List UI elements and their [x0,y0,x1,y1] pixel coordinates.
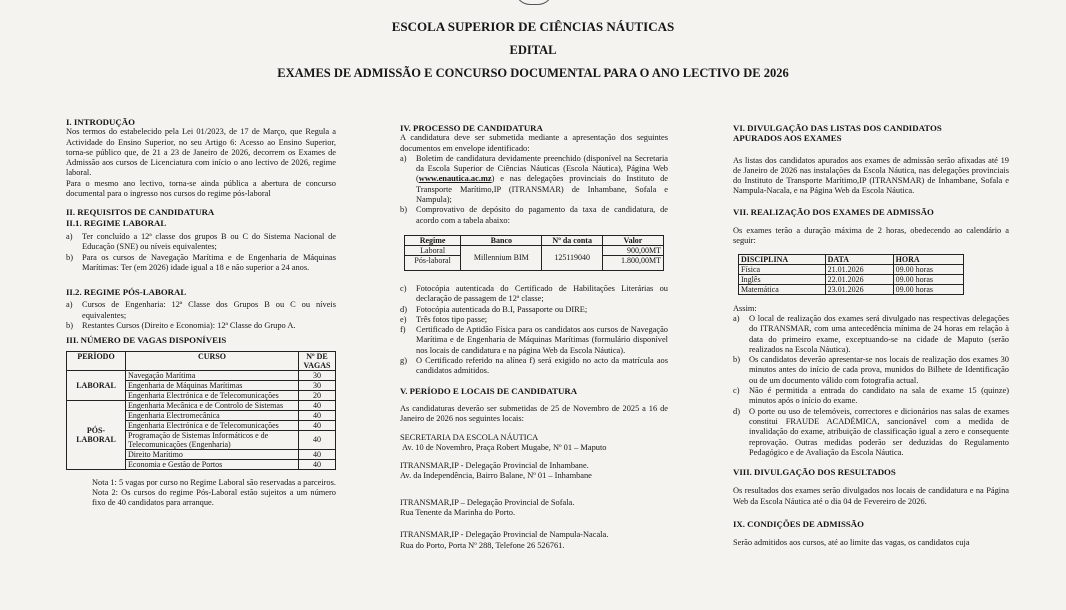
section-3-title: III. NÚMERO DE VAGAS DISPONÍVEIS [66,335,227,346]
list-item: e) Três fotos tipo passe; [400,314,488,324]
school-name: ESCOLA SUPERIOR DE CIÊNCIAS NÁUTICAS [391,19,675,34]
intro-paragraph: Nos termos do estabelecido pela Lei 01/2023, de 17 de Março, que Regula a Actividade do Ensino Superior, no seu Artigo 6: Acesso ao Ensino Superior, torna-se público que, de 21 a 23 de Janeiro de 2026, decorrem os Exames de Admissão aos cursos de Licenciatura com início o ano lectivo de 2026, regime laboral. [66,127,336,178]
table-row: Engenharia de Máquinas Marítimas 30 [67,380,336,390]
document-type: EDITAL [509,43,557,57]
location-inhambane: ITRANSMAR,IP - Delegação Provincial de Inhambane. Av. da Independência, Bairro Balane, Nº 01 – Inhambane [400,461,592,481]
list-item: a) O local de realização dos exames será divulgado nas respectivas delegações do ITRANSMAR, com uma antecedência mínima de 24 horas em relação à data do primeiro exame, exceptuando-se na cidade de Maputo (serão realizados na Escola Náutica). [733,313,1009,354]
table-row: Direito Marítimo 40 [67,449,336,459]
subsection-2-2-title: II.2. REGIME PÓS-LABORAL [66,287,187,298]
website-link[interactable]: www.enautica.ac.mz [418,174,492,184]
subsection-2-1-title: II.1. REGIME LABORAL [66,217,167,228]
bank-name: Millennium BIM [461,245,542,270]
section-7-title: VII. REALIZAÇÃO DOS EXAMES DE ADMISSÃO [733,206,934,217]
postlabor-requirements-list [66,300,336,331]
section-8-title: VIII. DIVULGAÇÃO DOS RESULTADOS [733,467,896,478]
crest-emblem [515,0,553,5]
period-intro: As candidaturas deverão ser submetidas de 25 de Novembro de 2025 a 16 de Janeiro de 2026 nos seguintes locais: [400,403,668,424]
admission-paragraph: Serão admitidos aos cursos, até ao limite das vagas, os candidatos cuja [733,538,970,548]
location-nampula: ITRANSMAR,IP - Delegação Provincial de Nampula-Nacala. Rua do Porto, Porta Nº 288, Telefone 26 526761. [400,530,609,550]
section-4-title: IV. PROCESSO DE CANDIDATURA [400,123,543,133]
document-subject: EXAMES DE ADMISSÃO E CONCURSO DOCUMENTAL PARA O ANO LECTIVO DE 2026 [277,66,789,80]
list-item: d) O porte ou uso de telemóveis, correctores e dicionários nas salas de exames constitui FRAUDE ACADÉMICA, sancionável com a medida de invalidação do exame, atribuição de classificação igual a zero e consequente reprovação. Outras medidas poderão ser deduzidas do Regulamento Pedagógico e de Avaliação da Escola Náutica. [733,406,1009,457]
table-header: Regime [405,235,461,245]
table-row: Inglês 22.01.2026 09.00 horas [739,274,964,284]
table-row: LABORAL Navegação Marítima 30 [67,370,336,380]
table-row: Programação de Sistemas Informáticos e de Telecomunicações (Engenharia) 40 [67,430,336,449]
table-header: HORA [893,254,963,264]
results-paragraph: Os resultados dos exames serão divulgados nos locais de candidatura e na Página Web da Escola Náutica até o dia 04 de Fevereiro de 2026. [733,486,1009,506]
table-row: Engenharia Electromecânica 40 [67,410,336,420]
list-item: f) Certificado de Aptidão Física para os candidatos aos cursos de Navegação Marítima e de Engenharia de Máquinas Marítimas (formulário disponível nos locais de candidatura e na página Web da Escola Náutica). [400,325,668,355]
list-item: a) Ter concluído a 12ª classe dos grupos B ou C do Sistema Nacional de Educação (SNE) ou níveis equivalentes; [66,231,336,252]
column-1 [66,117,336,509]
list-item: a) Boletim de candidatura devidamente preenchido (disponível na Secretaria da Escola Superior de Ciências Náuticas (Escola Náutica), Página Web (www.enautica.ac.mz) e nas delegações provinciais do Instituto de Transporte Marítimo,IP (ITRANSMAR) de Inhambane, Sofala e Nampula); [400,153,668,205]
exams-paragraph: Os exames terão a duração máxima de 2 horas, obedecendo ao calendário a seguir: [733,226,1009,246]
section-5-title: V. PERÍODO E LOCAIS DE CANDIDATURA [400,385,578,396]
period-pos-laboral: PÓS-LABORAL [67,400,126,469]
table-header: Nº da conta [542,235,602,245]
table-header: PERÍODO [67,351,126,370]
table-header: Banco [461,235,542,245]
section-2-title: II. REQUISITOS DE CANDIDATURA [66,207,215,218]
list-item: g) O Certificado referido na alínea f) será exigido no acto da matrícula aos candidatos admitidos. [400,356,668,376]
list-item: a) Cursos de Engenharia: 12ª Classe dos Grupos B ou C ou níveis equivalentes; [66,300,336,320]
note-2: Nota 2: Os cursos do regime Pós-Laboral estão sujeitos a um número fixo de 40 candidatos para arranque. [92,487,336,508]
period-laboral: LABORAL [67,370,126,400]
application-docs-list-cont [400,284,668,377]
list-item: b) Restantes Cursos (Direito e Economia): 12ª Classe do Grupo A. [66,321,296,331]
list-item: b) Para os cursos de Navegação Marítima e de Engenharia de Máquinas Marítimas: Ter (em 2026) idade igual a 18 e não superior a 24 anos. [66,252,336,272]
table-header: Nº DE VAGAS [299,351,336,370]
table-row: Física 21.01.2026 09.00 horas [739,264,964,274]
table-header: DISCIPLINA [739,254,826,264]
exam-rules-list [733,314,1009,458]
intro-paragraph-2: Para o mesmo ano lectivo, torna-se ainda pública a abertura de concurso documental para o ingresso nos cursos do regime pós-laboral [66,178,336,199]
application-docs-list [400,154,668,226]
list-item: c) Não é permitida a entrada do candidato na sala de exame 15 (quinze) minutos após o início do exame. [733,386,1009,406]
table-row: PÓS-LABORAL Engenharia Mecânica e de Controlo de Sistemas 40 [67,400,336,410]
table-row: Pós-laboral 1.800,00MT [405,255,664,270]
table-row: Economia e Gestão de Portos 40 [67,459,336,469]
exam-calendar-table [738,254,964,295]
list-item: d) Fotocópia autenticada do B.I, Passaporte ou DIRE; [400,304,588,314]
location-sofala: ITRANSMAR,IP – Delegação Provincial de Sofala. Rua Tenente da Marinha do Porto. [400,497,575,518]
column-2 [400,123,668,551]
list-item: b) Os candidatos deverão apresentar-se nos locais de realização dos exames 30 minutos antes do início de cada prova, munidos do Bilhete de Identificação ou de um documento válido com fotografia actual. [733,355,1009,385]
labor-requirements-list [66,232,336,273]
table-row: Laboral Millennium BIM 125119040 900,00MT [405,245,664,255]
assim-label: Assim: [733,303,757,313]
table-header: DATA [825,254,893,264]
list-item: b) Comprovativo de depósito do pagamento da taxa de candidatura, de acordo com a tabela abaixo: [400,205,668,225]
fee-table [404,235,664,271]
table-row: Engenharia Electrónica e de Telecomunicações 40 [67,420,336,430]
vacancies-table [66,351,336,470]
table-row: Matemática 23.01.2026 09.00 horas [739,284,964,294]
application-intro: A candidatura deve ser submetida mediante a apresentação dos seguintes documentos em envelope identificado: [400,133,668,153]
section-1-title: I. INTRODUÇÃO [66,117,135,127]
lists-paragraph: As listas dos candidatos apurados aos exames de admissão serão afixadas até 19 de Janeiro de 2026 nas instalações da Escola Náutica, nas delegações provinciais do Instituto de Transporte Marítimo,IP (ITRANSMAR) de Inhambane, Sofala e Nampula-Nacala, e na Página Web da Escola Náutica. [733,155,1009,196]
section-6-title: VI. DIVULGAÇÃO DAS LISTAS DOS CANDIDATOS APURADOS AOS EXAMES [733,123,942,144]
table-header: Valor [602,235,663,245]
list-item: c) Fotocópia autenticada do Certificado de Habilitações Literárias ou declaração de passagem de 12ª classe; [400,283,668,304]
note-1: Nota 1: 5 vagas por curso no Regime Laboral são reservadas a parceiros. [92,477,336,487]
section-9-title: IX. CONDIÇÕES DE ADMISSÃO [733,519,864,530]
table-header: CURSO [126,351,299,370]
location-secretaria: SECRETARIA DA ESCOLA NÁUTICA Av. 10 de Novembro, Praça Robert Mugabe, Nº 01 – Maputo [400,432,607,452]
account-number: 125119040 [542,245,602,270]
table-row: Engenharia Electrónica e de Telecomunicações 20 [67,390,336,400]
column-3 [733,123,1009,549]
